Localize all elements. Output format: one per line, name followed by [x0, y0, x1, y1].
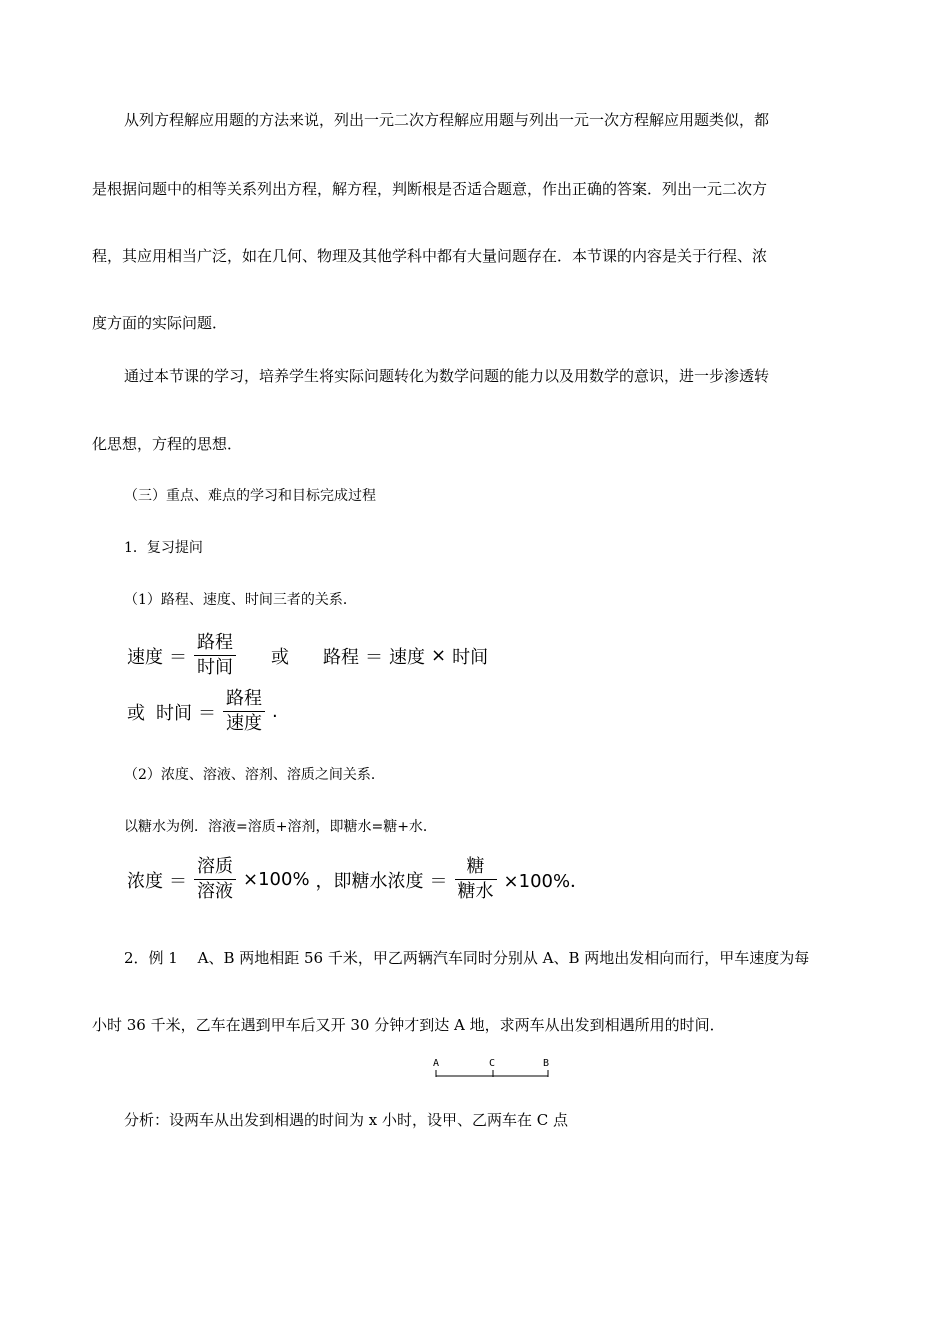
equals-sign: ＝ — [429, 870, 448, 892]
or-word: 或 — [271, 646, 289, 668]
numerator: 溶质 — [194, 856, 236, 880]
sugar-concentration-term: ，即糖水浓度 — [315, 870, 424, 892]
fraction — [194, 856, 236, 903]
example-1-line-2: 小时 36 千米，乙车在遇到甲车后又开 30 分钟才到达 A 地，求两车从出发到相遇所用的时间． — [92, 1016, 725, 1034]
times-100-percent-end: ×100%． — [503, 870, 589, 892]
denominator: 速度 — [226, 713, 262, 734]
equals-sign: ＝ — [169, 646, 187, 668]
point-c-label: C — [489, 1058, 496, 1069]
item-1-heading: 1．复习提问 — [124, 540, 203, 556]
paragraph-2-line-1: 通过本节课的学习，培养学生将实际问题转化为数学问题的能力以及用数学的意识，进一步渗透转 — [124, 367, 770, 385]
numerator: 路程 — [194, 632, 236, 656]
fraction — [194, 632, 236, 679]
segment-line — [430, 1066, 554, 1080]
equals-sign: ＝ — [169, 870, 187, 892]
sugar-water-example: 以糖水为例．溶液=溶质+溶剂，即糖水=糖+水． — [124, 819, 437, 835]
numerator: 路程 — [223, 688, 265, 712]
time-term: 时间 — [156, 702, 192, 724]
point-a-label: A — [433, 1058, 440, 1069]
speed-term: 速度 — [127, 646, 163, 668]
analysis-line: 分析：设两车从出发到相遇的时间为 x 小时，设甲、乙两车在 C 点 — [124, 1111, 569, 1129]
numerator: 糖 — [455, 856, 497, 880]
formula-time — [124, 688, 281, 735]
equals-sign: ＝ — [365, 646, 383, 668]
period: . — [272, 701, 278, 722]
question-2: （2）浓度、溶液、溶剂、溶质之间关系． — [124, 767, 385, 783]
formula-concentration — [124, 856, 591, 903]
denominator: 时间 — [197, 657, 233, 678]
paragraph-1-line-3: 程，其应用相当广泛，如在几何、物理及其他学科中都有大量问题存在．本节课的内容是关于行程、浓 — [92, 247, 768, 265]
time-term: 时间 — [452, 646, 489, 668]
section-heading: （三）重点、难点的学习和目标完成过程 — [124, 488, 376, 504]
times-sign: × — [431, 645, 447, 666]
fraction — [223, 688, 265, 735]
speed-term: 速度 — [389, 646, 425, 668]
times-100-percent: ×100% — [243, 869, 310, 890]
distance-term: 路程 — [323, 646, 359, 668]
concentration-term: 浓度 — [127, 870, 163, 892]
paragraph-2-line-2: 化思想，方程的思想． — [92, 435, 243, 453]
formula-speed — [124, 632, 491, 679]
question-1: （1）路程、速度、时间三者的关系． — [124, 592, 357, 608]
fraction — [455, 856, 497, 903]
paragraph-1-line-1: 从列方程解应用题的方法来说，列出一元二次方程解应用题与列出一元一次方程解应用题类似，都 — [124, 111, 770, 129]
denominator: 糖水 — [457, 881, 494, 902]
denominator: 溶液 — [197, 881, 233, 902]
point-b-label: B — [543, 1058, 550, 1069]
example-1-line-1: 2．例 1 A、B 两地相距 56 千米，甲乙两辆汽车同时分别从 A、B 两地出发相向而行，甲车速度为每 — [124, 949, 810, 967]
or-word: 或 — [127, 702, 145, 724]
equals-sign: ＝ — [198, 702, 216, 724]
paragraph-1-line-4: 度方面的实际问题． — [92, 314, 228, 332]
paragraph-1-line-2: 是根据问题中的相等关系列出方程，解方程，判断根是否适合题意，作出正确的答案．列出一元二次方 — [92, 180, 768, 198]
